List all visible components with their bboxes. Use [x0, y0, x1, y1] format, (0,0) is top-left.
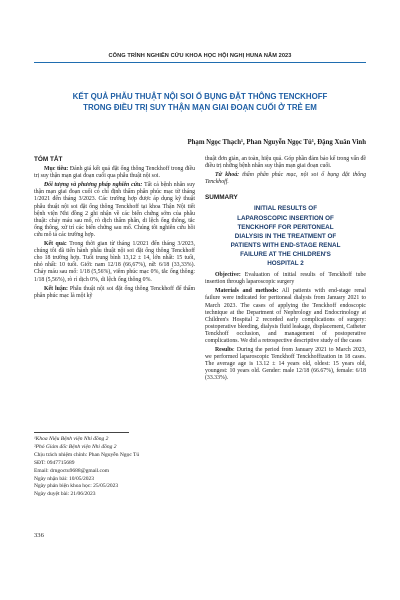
header-rule	[34, 62, 366, 63]
conclusion-continued: thuật đơn giản, an toàn, hiệu quả. Góp phần đảm bảo kế trong vấn đề điều trị những bệnh nhân suy thận mạn giai đoạn cuối.	[205, 156, 366, 170]
conclusion-label: Kết luận:	[44, 285, 68, 292]
en-objective-text: Evaluation of initial results of Tenckhoff tube insertion through laparoscopic surgery	[205, 272, 366, 286]
en-results-text: : During the period from January 2021 to March 2023, we performed laparoscopic Tenckhoff Tenckhoffization in 18 cases. The average age is 13.12 ± 14 years old, oldest: 15 years old, youngest: 10 years old. Gender: male 12/18 (66.67%), female: 6/18 (33.33%).	[205, 347, 366, 382]
results-paragraph	[34, 241, 195, 284]
title-line: TRONG ĐIỀU TRỊ SUY THẬN MẠN GIAI ĐOẠN CUỐI Ở TRẺ EM	[83, 103, 317, 113]
article-title	[40, 91, 360, 113]
footnote-affiliation-2: ²Phó Giám đốc Bệnh viện Nhi đồng 2	[34, 443, 117, 450]
footnote-received-date: Ngày nhận bài: 10/05/2023	[34, 475, 95, 482]
summary-heading: SUMMARY	[205, 194, 238, 202]
keywords-label: Từ khoá:	[215, 172, 240, 179]
running-header: CÔNG TRÌNH NGHIÊN CỨU KHOA HỌC HỘI NGHỊ HUNA NĂM 2023	[108, 53, 292, 59]
abstract-heading: TÓM TẮT	[34, 156, 63, 163]
right-column	[205, 156, 366, 383]
footnote-review-date: Ngày phản biện khoa học: 25/05/2023	[34, 483, 119, 490]
conclusion-text: Phẫu thuật nội soi đặt ống thông Tenckhoff để thẩm phân phúc mạc là một kỹ	[34, 285, 195, 299]
footnote-email: Email: drngoctu9688@gmail.com	[34, 467, 110, 474]
results-text: Trong thời gian từ tháng 1/2021 đến tháng 3/2023, chúng tôi đã tiến hành phẫu thuật nội soi đặt ống thông Tenckhoff cho 18 trường hợp. Tuổi trung bình 13,12 ± 14, lớn nhất: 15 tuổi, nhỏ nhất: 10 tuổi. Giới: nam 12/18 (66,67%), nữ: 6/18 (33,33%). Chảy máu sau mổ: 1/18 (5,56%), viêm phúc mạc 0%, tắc ống thông: 1/18 (5,56%), rò rỉ dịch 0%, di lệch ống thông 0%.	[34, 241, 195, 283]
results-label: Kết quả:	[44, 241, 67, 248]
conclusion-paragraph	[34, 286, 195, 300]
keywords-text: thẩm phân phúc mạc, nội soi ổ bụng đặt thông Tenckhoff.	[205, 172, 366, 186]
en-results-paragraph	[205, 347, 366, 382]
objective-label: Mục tiêu:	[44, 166, 69, 173]
methods-label: Đối tượng và phương pháp nghiên cứu:	[44, 182, 143, 189]
en-methods-label: Materials and methods:	[215, 288, 279, 295]
title-line: KẾT QUẢ PHẪU THUẬT NỘI SOI Ổ BỤNG ĐẶT THÔNG TENCKHOFF	[72, 92, 328, 101]
methods-paragraph	[34, 182, 195, 239]
footnotes	[34, 436, 195, 499]
en-objective-paragraph	[205, 272, 366, 286]
english-title-line: DIALYSIS IN THE TREATMENT OF	[234, 232, 337, 240]
footnote-affiliation-1: ¹Khoa Niệu Bệnh viện Nhi đồng 2	[34, 436, 109, 442]
english-title-line: HOSPITAL 2	[267, 260, 304, 268]
en-objective-label: Objective:	[215, 272, 241, 279]
en-results-label: Results	[215, 347, 234, 354]
footnote-rule	[34, 432, 129, 433]
author-list: Phạm Ngọc Thạch¹, Phan Nguyễn Ngọc Tú¹, Đặng Xuân Vinh	[187, 139, 366, 146]
page-number: 336	[34, 532, 44, 539]
english-title-line: FAILURE AT THE CHILDREN'S	[240, 250, 331, 258]
left-column	[34, 156, 195, 300]
footnote-phone: SĐT: 0947715689	[34, 459, 75, 466]
footnote-corresponding-author: Chịu trách nhiệm chính: Phan Nguyễn Ngọc Tú	[34, 451, 140, 458]
english-title	[205, 204, 366, 268]
footnote-accepted-date: Ngày duyệt bài: 21/06/2023	[34, 491, 96, 498]
methods-text: Tất cả bệnh nhân suy thận mạn giai đoạn cuối có chỉ định thẩm phân phúc mạc từ tháng 1/2021 đến tháng 3/2023. Các trường hợp được áp dụng kỹ thuật phẫu thuật nội soi đặt ống thông Tenckhoff tại khoa Thận Nội tiết bệnh viện Nhi đồng 2 ghi nhận về các biến chứng sớm của phẫu thuật: chảy máu sau mổ, rò dịch thẩm phân, di lệch ống thông, tắc ống thông, xử trí các biến chứng sau mổ. Chúng tôi nghiên cứu hồi cứu mô tả các trường hợp.	[34, 182, 195, 238]
english-title-line: INITIAL RESULTS OF	[253, 205, 318, 213]
english-title-line: LAPAROSCOPIC INSERTION OF	[237, 214, 334, 222]
english-title-line: TENCKHOFF FOR PERITONEAL	[237, 223, 334, 231]
objective-text: Đánh giá kết quả đặt ống thông Tenckhoff trong điều trị suy thận mạn giai đoạn cuối qua phẫu thuật nội soi.	[34, 166, 195, 180]
objective-paragraph	[34, 166, 195, 180]
en-methods-text: All patients with end-stage renal failure were indicated for peritoneal dialysis from January 2021 to March 2023. The cases of applying the Tenckhoff endoscopic technique at the Department of Nephrology and Endocrinology at Children's Hospital 2 recorded early complications of surgery: postoperative bleeding, dialysis fluid leakage, displacement, Catheter Tenckhoff occlusion, and management of postoperative complications. We did a retrospective descriptive study of the cases	[205, 288, 366, 344]
en-methods-paragraph	[205, 288, 366, 345]
english-title-line: PATIENTS WITH END-STAGE RENAL	[230, 241, 341, 249]
keywords-paragraph	[205, 172, 366, 186]
